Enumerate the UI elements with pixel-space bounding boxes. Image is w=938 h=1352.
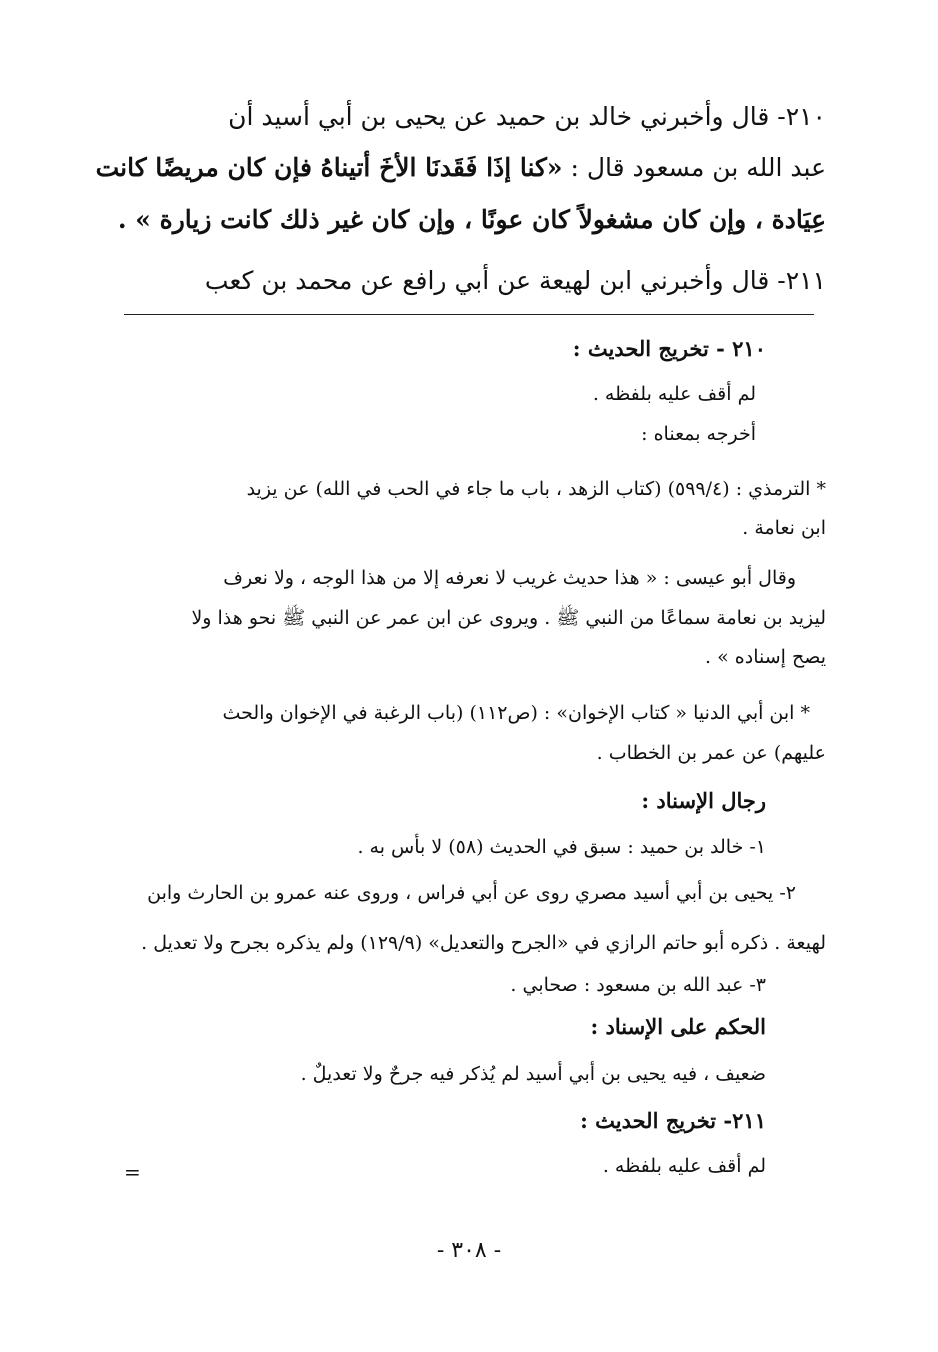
- not-found-text-2: لم أقف عليه بلفظه .: [602, 1155, 766, 1177]
- footnote-divider: [124, 314, 814, 315]
- continuation-mark: =: [124, 1160, 141, 1184]
- akhrajahu-text: أخرجه بمعناه :: [641, 423, 756, 445]
- abu-isa-line-2: ليزيد بن نعامة سماعًا من النبي ﷺ . ويروى عن ابن عمر عن النبي ﷺ نحو هذا ولا: [191, 607, 826, 629]
- hukm-text: ضعيف ، فيه يحيى بن أبي أسيد لم يُذكر فيه جرحٌ ولا تعديلٌ .: [300, 1063, 766, 1085]
- abu-isa-line-1: وقال أبو عيسى : « هذا حديث غريب لا نعرفه إلا من هذا الوجه ، ولا نعرف: [223, 567, 796, 589]
- hadith-210-line-3: عِيَادة ، وإن كان مشغولاً كان عونًا ، وإن كان غير ذلك كانت زيارة » .: [117, 205, 826, 234]
- hadith-210-quote-start: «كنا إذَا فَقَدنَا الأخَ أتيناهُ فإن كان مريضًا كانت: [95, 153, 563, 182]
- hadith-210-intro: عبد الله بن مسعود قال :: [562, 153, 826, 182]
- narrator-3: ٣- عبد الله بن مسعود : صحابي .: [510, 974, 766, 996]
- ibn-abi-dunya-line-1: * ابن أبي الدنيا « كتاب الإخوان» : (ص١١٢) (باب الرغبة في الإخوان والحث: [222, 702, 810, 724]
- hadith-211-line-1: ٢١١- قال وأخبرني ابن لهيعة عن أبي رافع عن محمد بن كعب: [204, 266, 826, 295]
- hadith-210-line-1: ٢١٠- قال وأخبرني خالد بن حميد عن يحيى بن أبي أسيد أن: [228, 102, 826, 131]
- narrator-2-line-1: ٢- يحيى بن أبي أسيد مصري روى عن أبي فراس ، وروى عنه عمرو بن الحارث وابن: [147, 882, 796, 904]
- hukm-heading: الحكم على الإسناد :: [590, 1014, 766, 1039]
- tirmidhi-line-2: ابن نعامة .: [742, 517, 826, 539]
- abu-isa-line-3: يصح إسناده » .: [705, 646, 826, 668]
- takhrij-210-heading: ٢١٠ - تخريج الحديث :: [572, 336, 766, 361]
- ibn-abi-dunya-line-2: عليهم) عن عمر بن الخطاب .: [596, 742, 826, 764]
- page-number: - ٣٠٨ -: [436, 1238, 502, 1263]
- tirmidhi-line-1: * الترمذي : (٥٩٩/٤) (كتاب الزهد ، باب ما جاء في الحب في الله) عن يزيد: [246, 478, 826, 500]
- rijal-heading: رجال الإسناد :: [641, 788, 766, 813]
- narrator-2-line-2: لهيعة . ذكره أبو حاتم الرازي في «الجرح والتعديل» (١٢٩/٩) ولم يذكره بجرح ولا تعديل .: [141, 932, 826, 954]
- hadith-210-line-2: [96, 153, 826, 182]
- not-found-text-1: لم أقف عليه بلفظه .: [592, 383, 756, 405]
- takhrij-211-heading: ٢١١- تخريج الحديث :: [580, 1108, 766, 1133]
- narrator-1: ١- خالد بن حميد : سبق في الحديث (٥٨) لا بأس به .: [357, 836, 766, 858]
